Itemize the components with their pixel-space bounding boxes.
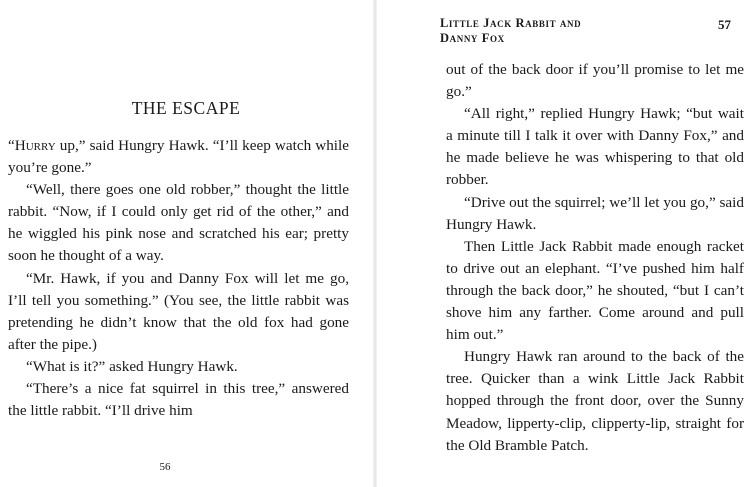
left-paragraph-3: “Mr. Hawk, if you and Danny Fox will let me go, I’ll tell you something.” (You see, the little rabbit was pretending he didn’t know that the old fox had gone after the pipe.) — [8, 269, 349, 353]
right-page-text — [446, 59, 744, 457]
running-head — [440, 16, 581, 46]
right-paragraph-5: Hungry Hawk ran around to the back of the tree. Quicker than a wink Little Jack Rabbit hopped through the front door, over the Sunny Meadow, lipperty-clip, clipperty-lip, straight for the Old Bramble Patch. — [446, 348, 744, 454]
right-page — [378, 0, 749, 487]
running-head-line-2: Danny Fox — [440, 31, 505, 45]
right-paragraph-2: “All right,” replied Hungry Hawk; “but wait a minute till I talk it over with Danny Fox,” and he made believe he was whispering to that old robber. — [446, 105, 744, 189]
left-paragraph-5: “There’s a nice fat squirrel in this tree,” answered the little rabbit. “I’ll drive him — [8, 380, 349, 420]
book-gutter — [373, 0, 377, 487]
left-page-number: 56 — [159, 461, 171, 473]
right-paragraph-1: out of the back door if you’ll promise to let me go.” — [446, 61, 744, 101]
right-paragraph-4: Then Little Jack Rabbit made enough racket to drive out an elephant. “I’ve pushed him half through the back door,” he shouted, “but I can’t shove him any farther. Come around and pull him out.” — [446, 237, 744, 344]
opening-quote: “ — [8, 137, 15, 154]
right-page-number: 57 — [718, 17, 731, 32]
opening-word: Hurry — [14, 137, 56, 154]
left-paragraph-4: “What is it?” asked Hungry Hawk. — [26, 357, 238, 375]
left-paragraph-1 — [8, 135, 349, 179]
right-paragraph-3: “Drive out the squirrel; we’ll let you go,” said Hungry Hawk. — [446, 193, 744, 233]
running-head-line-1: Little Jack Rabbit and — [440, 16, 582, 30]
chapter-title: THE ESCAPE — [131, 98, 241, 118]
left-paragraph-2: “Well, there goes one old robber,” thought the little rabbit. “Now, if I could only get rid of the other,” and he wiggled his pink nose and scratched his ear; pretty soon he thought of a way. — [8, 181, 349, 265]
left-page — [0, 0, 372, 487]
left-page-text — [8, 135, 349, 422]
left-paragraph-1-rest: up,” said Hungry Hawk. “I’ll keep watch while you’re gone.” — [8, 137, 349, 177]
